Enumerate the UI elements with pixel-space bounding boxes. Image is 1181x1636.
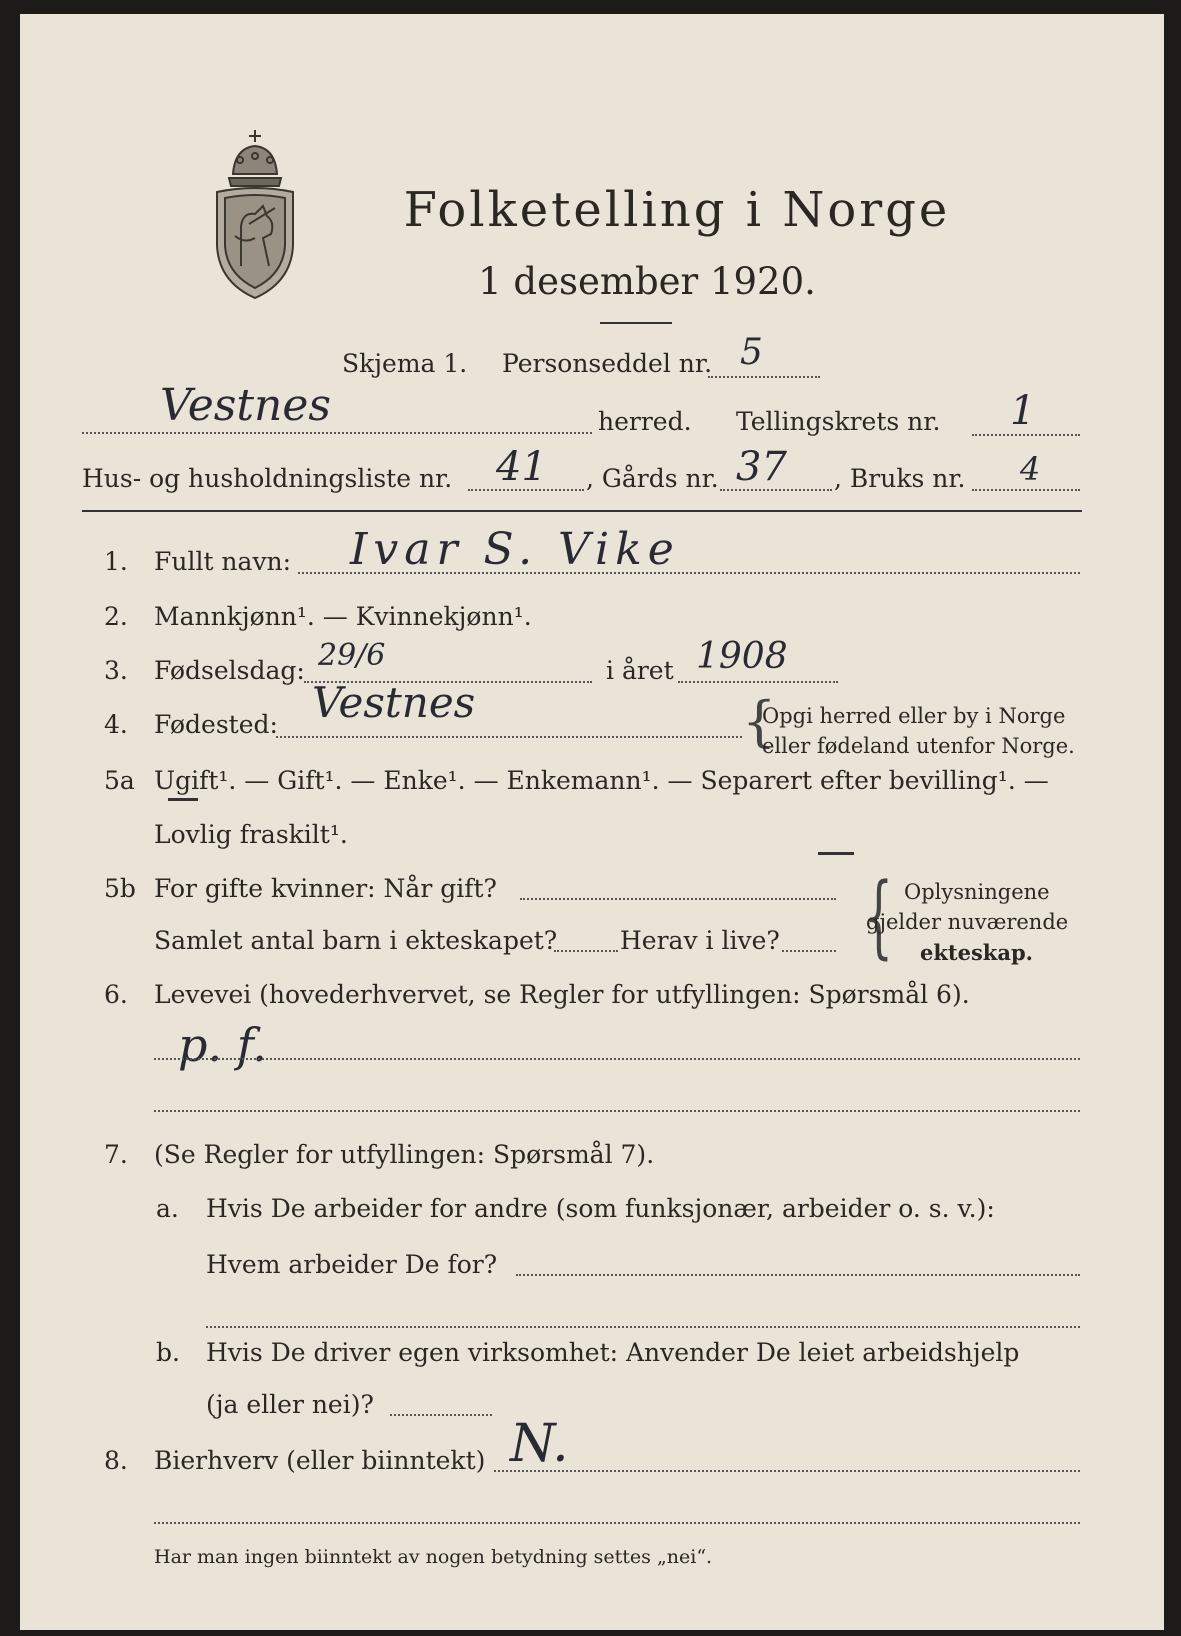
q6-line-1 [154,1058,1080,1060]
form-date: 1 desember 1920. [478,260,816,303]
q1-number: 1. [104,547,128,576]
q4-note-1: Opgi herred eller by i Norge [762,704,1066,728]
bruks-value[interactable]: 4 [1020,450,1041,488]
q3-year-line [678,681,838,683]
hus-label: Hus- og husholdningsliste nr. [82,464,453,493]
herred-line [82,432,592,434]
q2-label: Mannkjønn¹. — Kvinnekjønn¹. [154,602,532,631]
bruks-label: , Bruks nr. [834,464,966,493]
tellingskrets-value[interactable]: 1 [1010,388,1036,434]
q5a-label-2: Lovlig fraskilt¹. [154,820,348,849]
personseddel-label: Personseddel nr. [502,349,713,378]
q5b-note-1: Oplysningene [904,880,1050,904]
q3-number: 3. [104,656,128,685]
form-title: Folketelling i Norge [403,182,951,238]
q6-line-2 [154,1110,1080,1112]
q3-year-label: i året [606,656,674,685]
q5b-note-3: ekteskap. [920,940,1033,965]
tellingskrets-line [972,434,1080,436]
q8-number: 8. [104,1446,128,1475]
q4-line [276,736,742,738]
q5b-alive-line[interactable] [782,950,836,952]
hus-value[interactable]: 41 [496,444,547,490]
q8-line [494,1470,1080,1472]
q6-number: 6. [104,980,128,1009]
tellingskrets-label: Tellingskrets nr. [736,407,941,436]
herred-value[interactable]: Vestnes [160,380,331,431]
q8-value[interactable]: N. [510,1414,569,1474]
q8-label: Bierhverv (eller biinntekt) [154,1446,486,1475]
q4-note-2: eller fødeland utenfor Norge. [762,734,1075,758]
q1-label: Fullt navn: [154,547,292,576]
q1-value[interactable]: Ivar S. Vike [350,524,680,575]
q7a-line-2[interactable] [206,1326,1080,1328]
q7b-label: Hvis De driver egen virksomhet: Anvender De leiet arbeidshjelp [206,1338,1020,1367]
q5b-label-2: Samlet antal barn i ekteskapet? [154,926,558,955]
gards-value[interactable]: 37 [736,444,787,490]
q8-line-2 [154,1522,1080,1524]
q7-number: 7. [104,1140,128,1169]
q7a-employer-line[interactable] [516,1274,1080,1276]
q7a-label-2: Hvem arbeider De for? [206,1250,498,1279]
q5b-label: For gifte kvinner: Når gift? [154,874,497,903]
q6-label: Levevei (hovederhvervet, se Regler for utfyllingen: Spørsmål 6). [154,980,970,1009]
q7b-letter: b. [156,1338,180,1367]
header-divider [82,510,1082,512]
schema-label: Skjema 1. [342,349,468,378]
q5b-brace: { [864,864,893,969]
q7-label: (Se Regler for utfyllingen: Spørsmål 7). [154,1140,655,1169]
q5a-label: Ugift¹. — Gift¹. — Enke¹. — Enkemann¹. — Separert efter bevilling¹. — [154,766,1049,795]
q5a-number: 5a [104,766,135,795]
q7a-letter: a. [156,1194,179,1223]
personseddel-line [708,376,820,378]
title-divider [600,322,672,324]
q6-value[interactable]: p. f. [178,1018,267,1072]
q3-value[interactable]: 29/6 [318,638,386,673]
q4-label: Fødested: [154,710,278,739]
gards-label: , Gårds nr. [586,464,719,493]
bruks-line [972,489,1080,491]
q5b-label-3: Herav i live? [620,926,780,955]
q7b-answer-line[interactable] [390,1414,492,1416]
q5b-number: 5b [104,874,136,903]
herred-label: herred. [598,407,692,436]
q5b-note-2: gjelder nuværende [866,910,1069,934]
q2-number: 2. [104,602,128,631]
q3-year-value[interactable]: 1908 [696,636,788,677]
q4-number: 4. [104,710,128,739]
q4-value[interactable]: Vestnes [312,678,476,727]
q3-label: Fødselsdag: [154,656,305,685]
q5a-ugift-mark[interactable] [168,798,198,801]
personseddel-value[interactable]: 5 [740,332,763,373]
q5b-children-line[interactable] [554,950,618,952]
footer-note: Har man ingen biinntekt av nogen betydning settes „nei“. [154,1546,713,1568]
q7a-label: Hvis De arbeider for andre (som funksjonær, arbeider o. s. v.): [206,1194,995,1223]
q7b-label-2: (ja eller nei)? [206,1390,374,1419]
q5b-married-line[interactable] [520,898,836,900]
census-form-page [20,14,1164,1630]
stray-mark [818,852,854,855]
q4-brace: { [742,690,777,753]
